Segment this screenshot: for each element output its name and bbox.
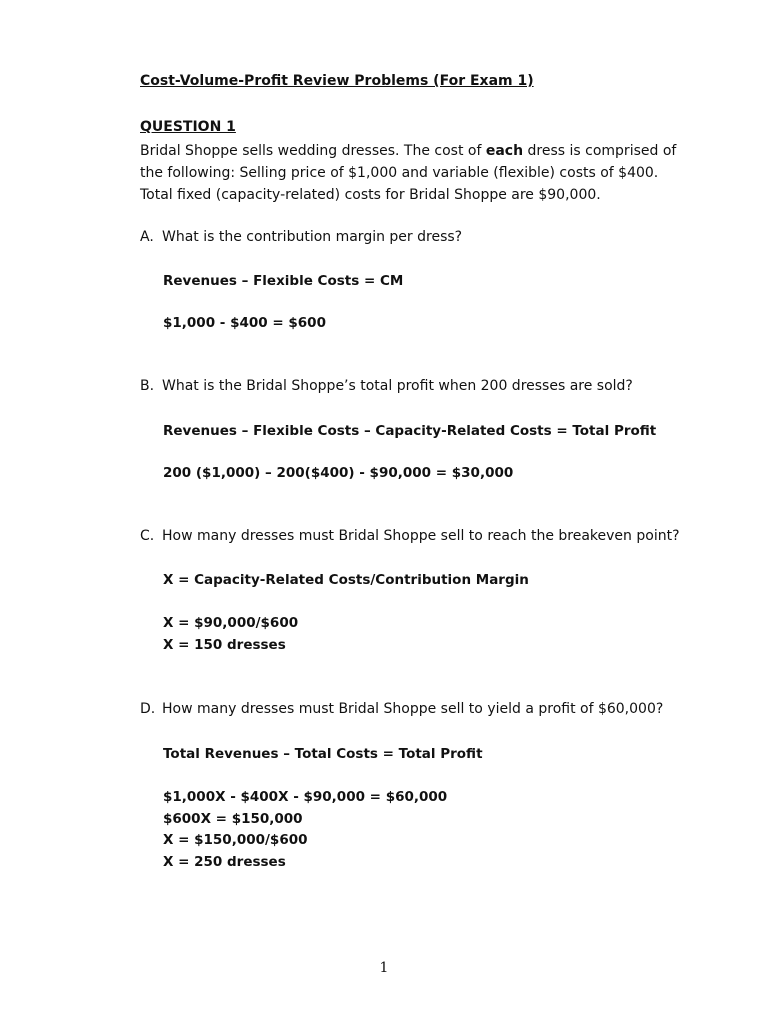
part-d-calc-3: X = $150,000/$600 (163, 832, 308, 848)
part-b-formula: Revenues – Flexible Costs – Capacity-Related Costs = Total Profit (163, 423, 657, 439)
intro-line-1-pre: Bridal Shoppe sells wedding dresses. The cost of (140, 143, 486, 159)
part-b-calc: 200 ($1,000) – 200($400) - $90,000 = $30,000 (163, 465, 514, 481)
intro-line-1-post: dress is comprised of (523, 143, 677, 159)
part-d-prompt (140, 701, 663, 717)
document-title: Cost-Volume-Profit Review Problems (For Exam 1) (140, 73, 534, 89)
part-c-calc-1: X = $90,000/$600 (163, 615, 299, 631)
part-c-formula: X = Capacity-Related Costs/Contribution Margin (163, 572, 529, 588)
part-c-prompt (140, 528, 680, 544)
intro-line-2: the following: Selling price of $1,000 and variable (flexible) costs of $400. (140, 165, 659, 181)
intro-line-1 (140, 140, 700, 162)
part-b-question: What is the Bridal Shoppe’s total profit when 200 dresses are sold? (162, 378, 633, 394)
part-d-calc-4: X = 250 dresses (163, 854, 286, 870)
part-a-calc: $1,000 - $400 = $600 (163, 315, 326, 331)
part-d-calc-1: $1,000X - $400X - $90,000 = $60,000 (163, 789, 448, 805)
part-a-letter: A. (140, 229, 154, 245)
part-a-question: What is the contribution margin per dress? (162, 229, 463, 245)
intro-emphasis: each (485, 143, 524, 159)
part-a-prompt (140, 229, 462, 245)
part-d-letter: D. (140, 701, 156, 717)
intro-line-3: Total fixed (capacity-related) costs for Bridal Shoppe are $90,000. (140, 187, 601, 203)
question-intro (140, 140, 700, 206)
part-d-formula: Total Revenues – Total Costs = Total Profit (163, 746, 483, 762)
part-b-prompt (140, 378, 633, 394)
part-a-formula: Revenues – Flexible Costs = CM (163, 273, 404, 289)
part-d-question: How many dresses must Bridal Shoppe sell to yield a profit of $60,000? (162, 701, 664, 717)
part-c-letter: C. (140, 528, 155, 544)
part-b-letter: B. (140, 378, 155, 394)
page-number: 1 (379, 960, 389, 976)
part-c-question: How many dresses must Bridal Shoppe sell to reach the breakeven point? (162, 528, 680, 544)
part-d-calc-2: $600X = $150,000 (163, 811, 303, 827)
part-c-calc-2: X = 150 dresses (163, 637, 286, 653)
question-heading: QUESTION 1 (140, 119, 236, 135)
